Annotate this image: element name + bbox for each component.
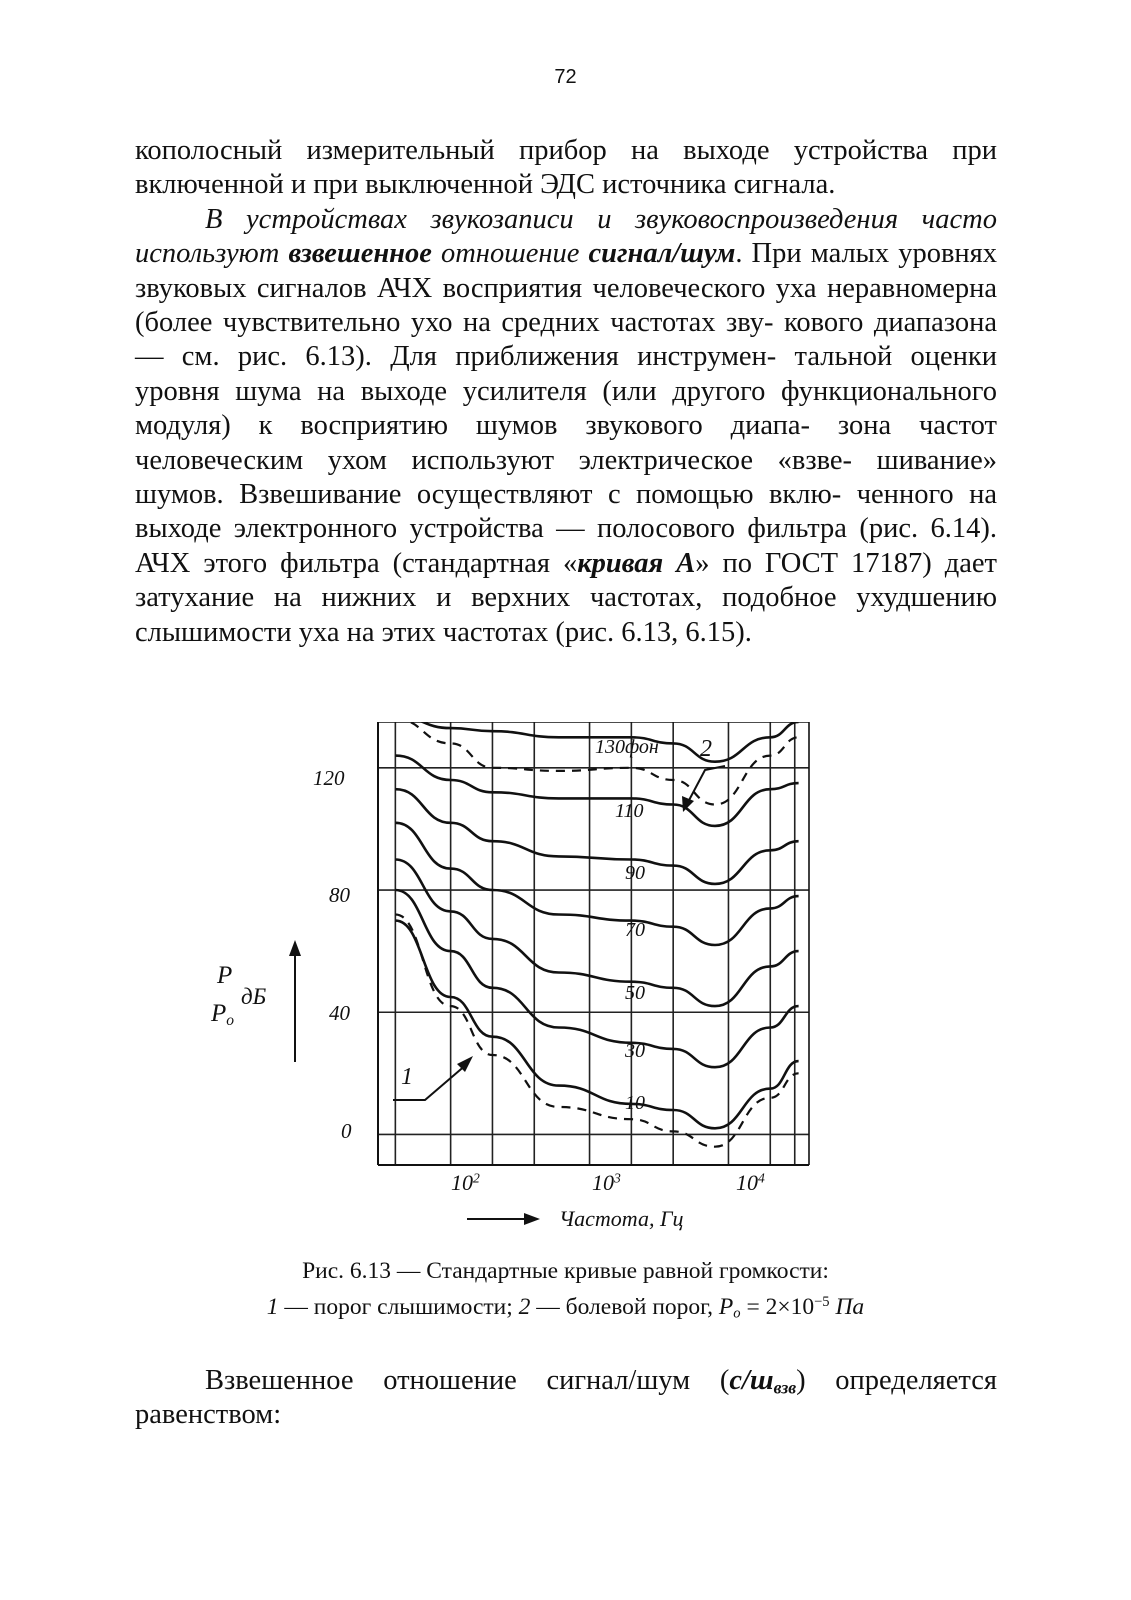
- text-segment: . При малых: [735, 238, 890, 270]
- figure-caption-line-2: 1 — порог слышимости; 2 — болевой порог, $P_o = 2\times 10^{-5}$ Па: [266, 1294, 865, 1322]
- text-segment: »: [695, 547, 710, 579]
- text-line: В устройствах звукозаписи и звуковоспроизведения часто: [205, 203, 997, 235]
- y-axis-label-numerator: P: [217, 962, 233, 989]
- contour-label: 90: [625, 862, 645, 884]
- threshold-curve-1: [395, 915, 798, 1147]
- text-line: по ГОСТ 17187) дает затухание на нижних и верхних частотах,: [135, 547, 997, 614]
- text-line: функционального модуля) к восприятию шумов звукового диапа-: [135, 375, 997, 442]
- text-line: тальной оценки уровня шума на выходе усилителя (или другого: [135, 341, 998, 407]
- text-line: подобное ухудшению слышимости уха на этих частотах (рис.: [135, 582, 997, 648]
- y-axis-label-denominator: $P_o$: [211, 1000, 235, 1029]
- y-tick-label: 120: [313, 766, 345, 790]
- equal-loudness-figure: [195, 722, 895, 1252]
- term-signal-noise: сигнал/шум: [588, 238, 736, 270]
- x-tick-label: $10^2$: [451, 1170, 480, 1195]
- paragraph-3: Взвешенное отношение сигнал/шум $(с/ш_{взв})$ определяется равенством:: [135, 1365, 997, 1431]
- x-direction-arrow-head: [524, 1213, 540, 1225]
- body-text-top: [135, 134, 997, 650]
- y-axis-label-unit: дБ: [241, 984, 267, 1009]
- term-weighted-sn: с/ш: [729, 1365, 774, 1396]
- contour-label: 50: [625, 982, 645, 1004]
- leader-line-2: [687, 766, 725, 804]
- contour-label: 10: [625, 1092, 645, 1114]
- text-line: ченного на выходе электронного устройства — полосового: [135, 479, 998, 545]
- figure-caption-line-1: Рис. 6.13 — Стандартные кривые равной громкости:: [302, 1258, 829, 1284]
- text-line: кополосный измерительный прибор на выходе устройства при: [135, 135, 997, 166]
- equal-loudness-chart: [195, 722, 895, 1252]
- x-tick-label: $10^3$: [592, 1170, 621, 1195]
- text-line: кового диапазона — см. рис. 6.13). Для приближения инструмен-: [135, 307, 998, 373]
- y-tick-label: 80: [329, 883, 350, 907]
- contour-label: 70: [625, 919, 645, 941]
- term-curve-a: кривая А: [577, 547, 696, 579]
- text-line: 6.13, 6.15).: [621, 616, 752, 648]
- text-line: неравномерна (более чувствительно ухо на средних частотах зву-: [135, 272, 998, 339]
- term-weighted: взвешенное: [288, 238, 432, 270]
- page-number: 72: [554, 66, 577, 88]
- contour-label: 130фон: [595, 736, 659, 758]
- loudness-contour-110: [395, 756, 798, 826]
- contour-label: 110: [615, 800, 644, 822]
- contour-label: 30: [625, 1040, 645, 1062]
- loudness-contour-70: [395, 823, 798, 945]
- text-segment: отношение: [431, 238, 589, 270]
- curve-marker-2: 2: [700, 736, 712, 762]
- curve-marker-1: 1: [401, 1064, 413, 1090]
- y-tick-label: 0: [341, 1119, 352, 1143]
- text-line: шивание» шумов. Взвешивание осуществляют с помощью вклю-: [135, 444, 997, 511]
- y-direction-arrow-head: [289, 940, 301, 956]
- text-line: включенной и при выключенной ЭДС источника сигнала.: [135, 169, 836, 201]
- paragraph-2: [135, 203, 997, 650]
- text-line: уровнях звуковых сигналов АЧХ восприятия человеческого уха: [135, 238, 998, 304]
- y-tick-label: 40: [329, 1001, 350, 1025]
- threshold-curve-2: [395, 722, 798, 805]
- text-line: зона частот человеческим ухом используют электрическое «взве-: [135, 410, 997, 476]
- text-segment: используют: [135, 238, 289, 270]
- x-tick-label: $10^4$: [736, 1170, 765, 1195]
- text-segment: фильтра (рис. 6.14). АЧХ этого фильтра (стандартная «: [135, 513, 997, 579]
- x-axis-label: Частота, Гц: [559, 1206, 684, 1231]
- body-text-bottom: [135, 1364, 997, 1433]
- paragraph-1: [135, 134, 997, 203]
